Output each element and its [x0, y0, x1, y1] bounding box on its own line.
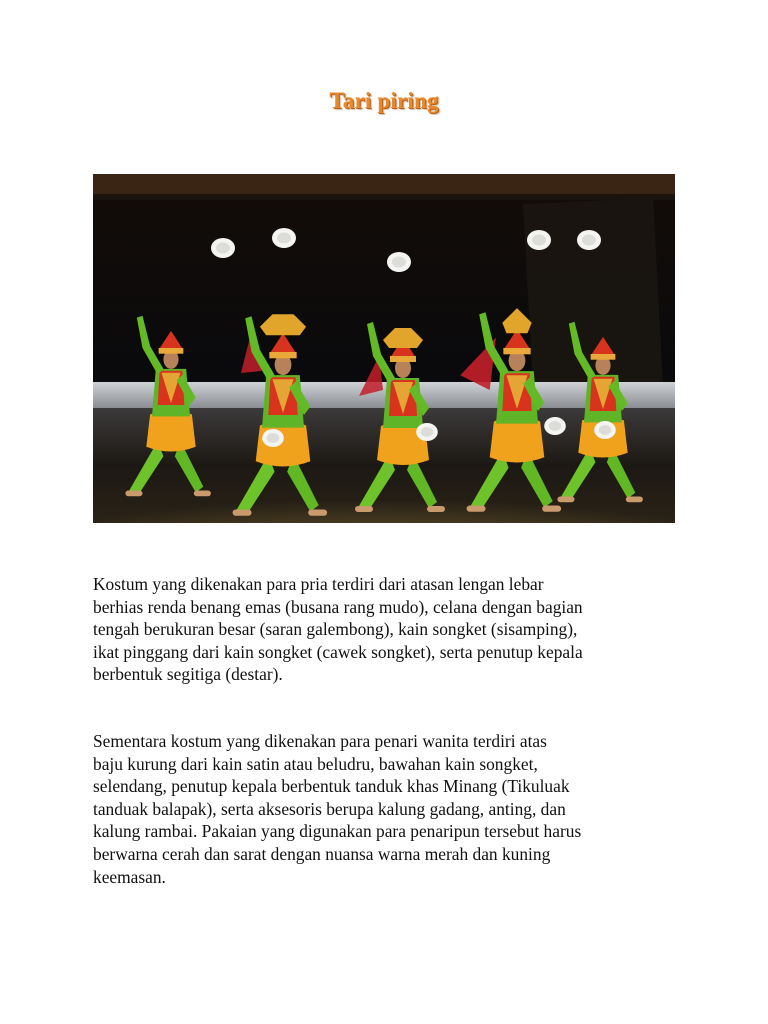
tari-piring-dance-photo — [93, 174, 675, 523]
document-title: Tari piring — [329, 88, 439, 113]
paragraph-women-costume: Sementara kostum yang dikenakan para penari wanita terdiri atas baju kurung dari kain satin atau beludru, bawahan kain songket, selendang, penutup kepala berbentuk tanduk khas Minang (Tikuluak tanduak balapak), serta aksesoris berupa kalung gadang, anting, dan kalung rambai. Pakaian yang digunakan para penaripun tersebut harus berwarna cerah dan sarat dengan nuansa warna merah dan kuning keemasan. — [93, 731, 582, 887]
paragraph-men-costume: Kostum yang dikenakan para pria terdiri dari atasan lengan lebar berhias renda benang emas (busana rang mudo), celana dengan bagian tengah berukuran besar (saran galembong), kain songket (sisamping), ikat pinggang dari kain songket (cawek songket), serta penutup kepala berbentuk segitiga (destar). — [93, 574, 583, 685]
